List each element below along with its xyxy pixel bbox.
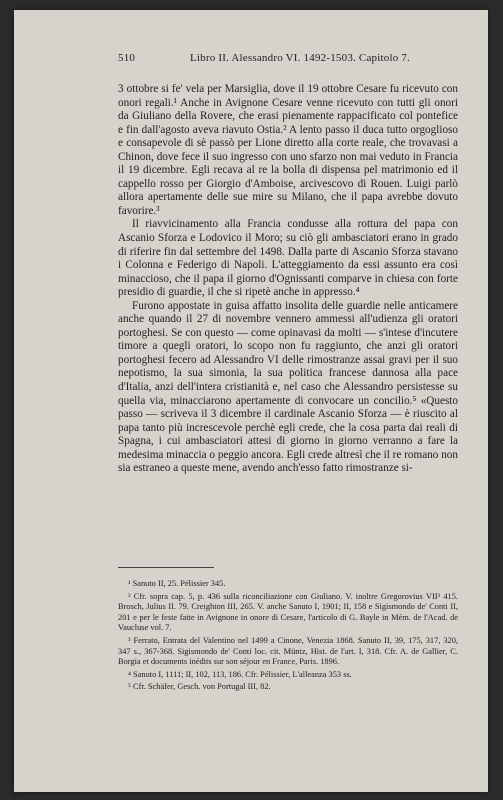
book-page xyxy=(14,10,488,792)
running-title: Libro II. Alessandro VI. 1492-1503. Capitolo 7. xyxy=(190,52,411,64)
footnote: ³ Ferrato, Entrata del Valentino nel 1499 a Cinone, Venezia 1868. Sanuto II, 39, 175, 317, 320, 347 s., 367-368. Sigismondo de' Conti loc. cit. Müntz, Hist. de l'art. I, 318. Cfr. A. de Gallier, C. Borgia et documents inédits sur son séjour en France, Paris. 1896. xyxy=(118,635,458,667)
paragraph: 3 ottobre si fe' vela per Marsiglia, dove il 19 ottobre Cesare fu ricevuto con onori regali.¹ Anche in Avignone Cesare venne ricevuto con tutti gli onori da Giuliano della Rovere, che erasi pienamente rappacificato col pontefice e fin dall'agosto aveva riavuto Ostia.² A lento passo il duca tutto orgoglioso e consapevole di sè passò per Lione diretto alla corte reale, che trovavasi a Chinon, dove fece il suo ingresso con uno sfarzo non mai veduto in Francia il 19 dicembre. Egli recava al re la bolla di dispensa pel matrimonio ed il cappello rosso per Giorgio d'Amboise, arcivescovo di Rouen. Luigi parlò allora apertamente delle sue mire su Milano, che il papa avrebbe dovuto favorire.³ xyxy=(118,83,458,217)
footnote: ¹ Sanuto II, 25. Pélissier 345. xyxy=(128,579,226,588)
footnotes xyxy=(118,579,458,695)
footnote: ² Cfr. sopra cap. 5, p. 436 sulla riconciliazione con Giuliano. V. inoltre Gregorovius VII³ 415. Brosch, Julius II. 79. Creighton III, 265. V. anche Sanuto I, 1901; II, 158 e Sigismondo de' Conti II, 201 e per le feste fatte in Avignone in onore di Cesare, l'articolo di G. Bayle in Mém. de l'Acad. de Vaucluse vol. 7. xyxy=(118,591,458,633)
footnote: ⁵ Cfr. Schäfer, Gesch. von Portugal III, 82. xyxy=(128,682,271,692)
footnote-separator xyxy=(118,567,214,568)
page-number: 510 xyxy=(118,52,136,64)
paragraph: Il riavvicinamento alla Francia condusse alla rottura del papa con Ascanio Sforza e Lodovico il Moro; su ciò gli ambasciatori erano in grado di riferire fin dal settembre del 1498. Dalla parte di Ascanio Sforza stavano i Colonna e Federigo di Napoli. L'atteggiamento da essi assunto era così minaccioso, che il papa il giorno d'Ognissanti comparve in chiesa con forte presidio di guardie, il che si ripetè anche in appresso.⁴ xyxy=(118,218,458,299)
paragraph: Furono appostate in guisa affatto insolita delle guardie nelle anticamere anche quando il 27 di novembre vennero ammessi all'udienza gli oratori portoghesi. Se con questo — come opinavasi da molti — s'intese d'incutere timore a quegli oratori, lo scopo non fu raggiunto, che anzi gli oratori portoghesi fecero ad Alessandro VI delle rimostranze assai gravi per il suo nepotismo, la sua simonia, la sua politica francese dannosa alla pace d'Italia, anzi dell'intera cristianità e, nel caso che Alessandro persistesse su quella via, minacciarono apertamente di convocare un concilio.⁵ «Questo passo — scriveva il 3 dicembre il cardinale Ascanio Sforza — è riuscito al papa tanto più increscevole perchè egli crede, che la cosa parta dai reali di Spagna, i cui ambasciatori attesi di giorno in giorno verranno a fare la medesima minaccia o peggio ancora. Egli crede altresì che il re romano non sia estraneo a queste mene, avendo anch'esso fatto rimostranze si- xyxy=(118,299,458,475)
footnote: ⁴ Sanuto I, 1111; II, 102, 113, 186. Cfr. Pélissier, L'alleanza 353 ss. xyxy=(128,669,352,679)
main-text xyxy=(118,83,458,476)
